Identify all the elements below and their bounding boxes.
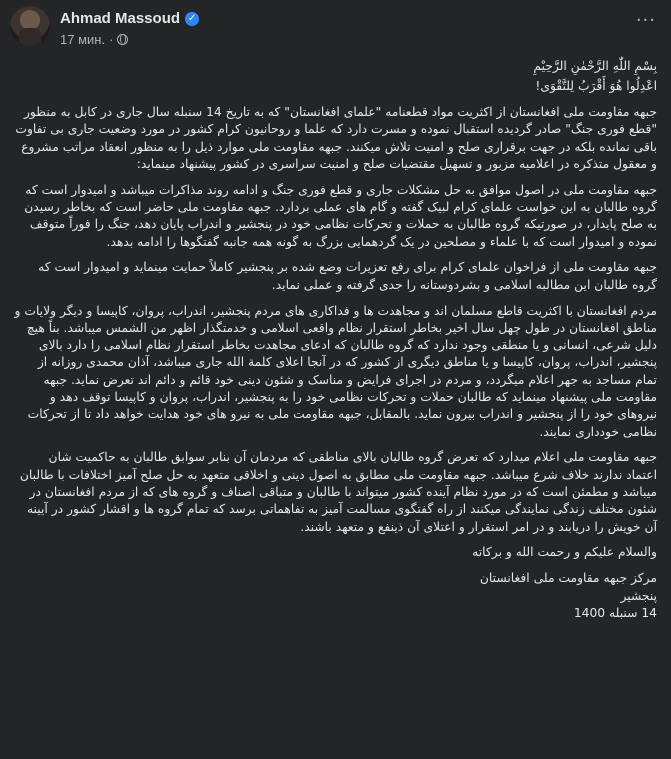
avatar[interactable] — [10, 6, 50, 46]
signature-date: 14 سنبله 1400 — [573, 605, 657, 620]
signature — [14, 570, 657, 622]
signature-org: مرکز جبهه مقاومت ملی افغانستان — [479, 571, 657, 586]
post-time[interactable]: 17 мин. — [60, 32, 106, 47]
author-row — [60, 10, 199, 27]
closing-salutation: والسلام علیکم و رحمت الله و برکاته — [472, 545, 657, 560]
post-paragraph: جبهه مقاومت ملی افغانستان از اکثریت مواد قطعنامه "علمای افغانستان" که به تاریخ 14 سنبله سال جاری در کابل به منظور "قطع فوری جنگ" صادر گردیده استقبال نموده و مسرت دارد که علما و روحانیون کرام کشور در مورد وضعیت جاری بی تفاوت باقی نمانده بلکه در جهت برقراری صلح و امنیت تلاش میکنند. جبهه مقاومت ملی موارد ذیل را به منظور انعقاد مراتب مشروع و معقول متذکره در اعلامیه مزبور و تسهیل مقتضیات صلح و امنیت سراسری در کشور پیشنهاد مینماید: — [15, 105, 657, 171]
globe-icon[interactable] — [117, 34, 128, 45]
post-paragraph: مردم افغانستان با اکثریت قاطع مسلمان اند و مجاهدت ها و فداکاری های مردم پنجشیر، اندراب، پروان، کاپیسا و دیگر ولایات و مناطق افغانستان در طول چهل سال اخیر بخاطر استقرار نظام واقعی اسلامی و خدمتگذار اظهر من الشمس میباشد. بناً هیچ دلیل شرعی، انسانی و یا منطقی وجود ندارد که گروه طالبان که ادعای مجاهدت بخاطر استقرار نظام اسلامی را دارد بالای پنجشیر، اندراب، پروان، کاپیسا و یا مناطق دیگری از کشور که در آنجا اعلای کلمة الله جاری میباشد، آذان محمدی روزانه از تمام مساجد به جهر اعلام میگردد، و مردم در اجرای فرایض و مناسک و شئون دینی خود قائم و دائم اند تعرض نماید. جبهه مقاومت ملی پیشنهاد مینماید که طالبان حملات و تحرکات نظامی خود را به پنجشیر، اندراب، پروان و کاپیسا توقف دهد و نیروهای خود را از پنجشیر و اندراب بیرون نماید. بالمقابل، جبهه مقاومت ملی به نیرو های خود هدایت خواهد داد تا از تحرکات نظامی خودداری نمایند. — [14, 303, 657, 439]
more-options-icon[interactable]: ··· — [635, 10, 656, 31]
post-meta — [60, 32, 128, 47]
post-header — [10, 6, 660, 50]
post-body — [14, 58, 657, 622]
post-paragraph: جبهه مقاومت ملی اعلام میدارد که تعرض گروه طالبان بالای مناطقی که مردمان آن بنابر سوابق طالبان به حاکمیت شان اعتماد ندارند خلاف شرع میباشد. جبهه مقاومت ملی مطابق به اصول دینی و اخلاقی متعهد به حل صلح آمیز اختلافات با طالبان میباشد و مطمئن است که در مورد نظام آینده کشور میتواند با طالبان و متباقی اصناف و گروه های که از مردم افغانستان در شئون مختلف زندگی نمایندگی میکنند از راه گفتگوی مسالمت آمیز به تفاهماتی برسد که تمام گروه ها و اقشار کشور در آیینه آن خویش را دریابند و در امر استقرار و اعتلای آن ذینفع و متعهد باشند. — [19, 450, 657, 534]
post-paragraph: جبهه مقاومت ملی از فراخوان علمای کرام برای رفع تعزیرات وضع شده بر پنجشیر کاملاً حمایت مینماید و امیدوار است که گروه طالبان این مطالبه اسلامی و بشردوستانه را جدی گرفته و عملی نماید. — [38, 260, 657, 292]
signature-place: پنجشیر — [620, 588, 657, 603]
basmala: بِسْمِ اللّٰهِ الرَّحْمٰنِ الرَّحِيْمِ — [533, 59, 657, 73]
post-paragraph: جبهه مقاومت ملی در اصول موافق به حل مشکلات جاری و قطع فوری جنگ و ادامه روند مذاکرات میباشد و امیدوار است که گروه طالبان به این خواست علمای کرام لبیک گفته و گام های عملی بردارد. جبهه مقاومت ملی حاضر است که بخاطر رسیدن به صلح پایدار، در صورتیکه گروه طالبان به حملات و تحرکات نظامی خود در پنجشیر و اندراب پایان دهد، جنگ را فوراً متوقف نموده و امیدوار است که با علماء و مصلحین در یک گردهمایی بزرگ به گونه همه جانبه گفتگوها را ادامه بدهد. — [24, 182, 657, 249]
quran-verse: اعْدِلُوا هُوَ أَقْرَبُ لِلتَّقْوَى! — [535, 79, 657, 94]
verified-badge-icon: ✓ — [185, 12, 199, 26]
meta-separator: · — [109, 32, 114, 47]
author-name[interactable]: Ahmad Massoud — [60, 10, 181, 27]
